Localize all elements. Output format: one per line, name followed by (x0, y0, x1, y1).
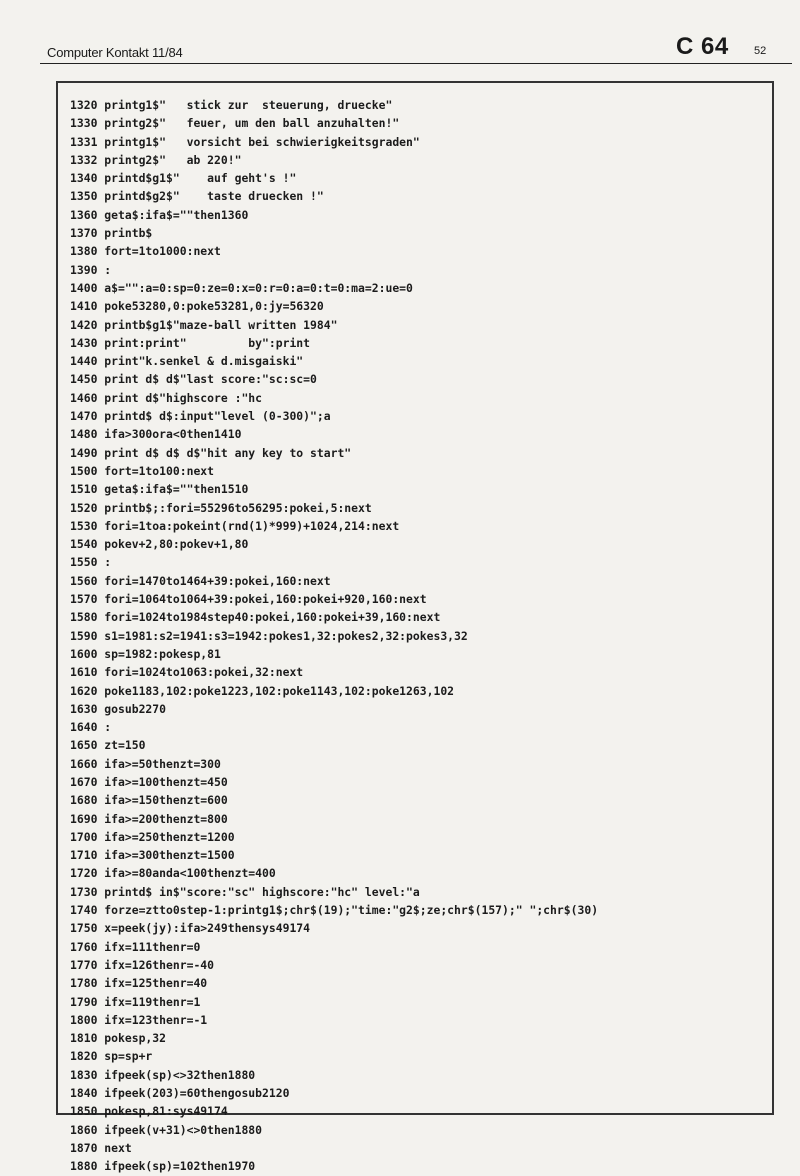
magazine-title: Computer Kontakt 11/84 (47, 45, 183, 60)
code-line: 1380 fort=1to1000:next (70, 244, 221, 259)
code-line: 1332 printg2$" ab 220!" (70, 152, 242, 167)
code-line: 1500 fort=1to100:next (70, 463, 215, 478)
code-line: 1540 pokev+2,80:pokev+1,80 (70, 537, 249, 552)
code-line: 1560 fori=1470to1464+39:pokei,160:next (70, 573, 331, 588)
code-line: 1630 gosub2270 (70, 701, 167, 716)
code-line: 1880 ifpeek(sp)=102then1970 (70, 1159, 256, 1174)
code-line: 1420 printb$g1$"maze-ball written 1984" (70, 317, 338, 332)
code-line: 1440 print"k.senkel & d.misgaiski" (70, 354, 304, 369)
code-line: 1790 ifx=119thenr=1 (70, 994, 201, 1009)
code-line: 1610 fori=1024to1063:pokei,32:next (70, 665, 304, 680)
code-line: 1530 fori=1toa:pokeint(rnd(1)*999)+1024,214:next (70, 518, 400, 533)
code-line: 1400 a$="":a=0:sp=0:ze=0:x=0:r=0:a=0:t=0:ma=2:ue=0 (70, 280, 413, 295)
code-line: 1600 sp=1982:pokesp,81 (70, 646, 221, 661)
code-line: 1650 zt=150 (70, 738, 146, 753)
code-line: 1350 printd$g2$" taste druecken !" (70, 189, 324, 204)
code-line: 1580 fori=1024to1984step40:pokei,160:pokei+39,160:next (70, 610, 441, 625)
section-title: C 64 (676, 33, 729, 60)
code-line: 1450 print d$ d$"last score:"sc:sc=0 (70, 372, 317, 387)
code-line: 1830 ifpeek(sp)<>32then1880 (70, 1067, 256, 1082)
code-line: 1660 ifa>=50thenzt=300 (70, 756, 221, 771)
code-line: 1870 next (70, 1140, 132, 1155)
code-line: 1360 geta$:ifa$=""then1360 (70, 207, 249, 222)
code-line: 1550 : (70, 555, 112, 570)
code-line: 1840 ifpeek(203)=60thengosub2120 (70, 1086, 290, 1101)
code-line: 1410 poke53280,0:poke53281,0:jy=56320 (70, 299, 324, 314)
code-line: 1800 ifx=123thenr=-1 (70, 1012, 208, 1027)
code-line: 1860 ifpeek(v+31)<>0then1880 (70, 1122, 263, 1137)
code-line: 1760 ifx=111thenr=0 (70, 939, 201, 954)
code-line: 1370 printb$ (70, 226, 153, 241)
code-line: 1710 ifa>=300thenzt=1500 (70, 848, 235, 863)
code-line: 1750 x=peek(jy):ifa>249thensys49174 (70, 921, 311, 936)
code-line: 1340 printd$g1$" auf geht's !" (70, 171, 297, 186)
page-number: 52 (754, 45, 767, 57)
code-line: 1730 printd$ in$"score:"sc" highscore:"hc" level:"a (70, 884, 420, 899)
code-line: 1620 poke1183,102:poke1223,102:poke1143,102:poke1263,102 (70, 683, 455, 698)
code-line: 1460 print d$"highscore :"hc (70, 390, 263, 405)
code-line: 1680 ifa>=150thenzt=600 (70, 793, 228, 808)
code-line: 1331 printg1$" vorsicht bei schwierigkeitsgraden" (70, 134, 420, 149)
code-line: 1480 ifa>300ora<0then1410 (70, 427, 242, 442)
code-line: 1430 print:print" by":print (70, 335, 311, 350)
code-line: 1320 printg1$" stick zur steuerung, druecke" (70, 98, 393, 112)
code-line: 1690 ifa>=200thenzt=800 (70, 811, 228, 826)
code-line: 1390 : (70, 262, 112, 277)
code-line: 1520 printb$;:fori=55296to56295:pokei,5:next (70, 500, 372, 515)
code-line: 1820 sp=sp+r (70, 1049, 153, 1064)
basic-listing (70, 96, 770, 1176)
code-line: 1770 ifx=126thenr=-40 (70, 957, 215, 972)
code-line: 1700 ifa>=250thenzt=1200 (70, 829, 235, 844)
code-line: 1720 ifa>=80anda<100thenzt=400 (70, 866, 276, 881)
code-line: 1590 s1=1981:s2=1941:s3=1942:pokes1,32:pokes2,32:pokes3,32 (70, 628, 468, 643)
code-line: 1670 ifa>=100thenzt=450 (70, 774, 228, 789)
code-line: 1850 pokesp,81:sys49174 (70, 1104, 228, 1119)
header-divider (40, 63, 792, 64)
code-line: 1640 : (70, 720, 112, 735)
code-line: 1470 printd$ d$:input"level (0-300)";a (70, 409, 331, 424)
code-line: 1570 fori=1064to1064+39:pokei,160:pokei+920,160:next (70, 592, 427, 607)
code-line: 1780 ifx=125thenr=40 (70, 976, 208, 991)
code-line: 1510 geta$:ifa$=""then1510 (70, 482, 249, 497)
code-line: 1330 printg2$" feuer, um den ball anzuhalten!" (70, 116, 400, 131)
code-line: 1490 print d$ d$ d$"hit any key to start" (70, 445, 352, 460)
code-line: 1810 pokesp,32 (70, 1031, 167, 1046)
code-line: 1740 forze=ztto0step-1:printg1$;chr$(19);"time:"g2$;ze;chr$(157);" ";chr$(30) (70, 903, 599, 918)
